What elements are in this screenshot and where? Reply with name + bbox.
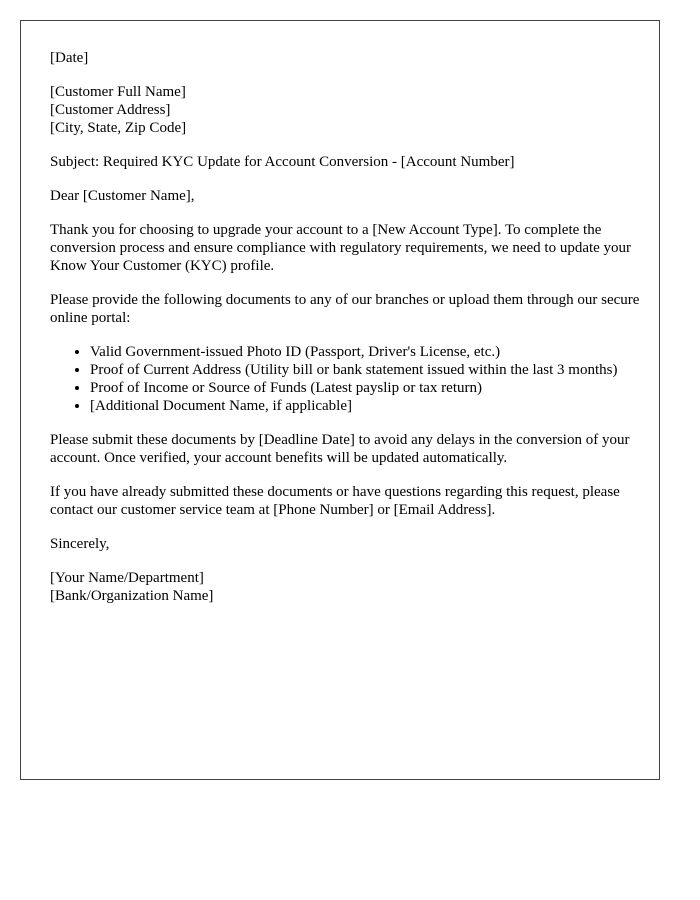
required-documents-list [50,343,640,415]
deadline-paragraph: Please submit these documents by [Deadline Date] to avoid any delays in the conversion of your account. Once verified, your account benefits will be updated automatically. [50,432,630,466]
letter-body [50,49,640,621]
signature-block [50,569,640,605]
list-item: • Proof of Income or Source of Funds (Latest payslip or tax return) [90,379,640,397]
letter-intro-paragraph: Thank you for choosing to upgrade your account to a [New Account Type]. To complete the conversion process and ensure compliance with regulatory requirements, we need to update your Know Your Customer (KYC) profile. [50,222,632,274]
recipient-address: [Customer Address] [50,102,171,118]
list-item: • Proof of Current Address (Utility bill or bank statement issued within the last 3 months) [90,361,640,379]
letter-closing: Sincerely, [50,536,110,552]
letter-date: [Date] [50,50,89,66]
documents-intro-paragraph: Please provide the following documents to any of our branches or upload them through our secure online portal: [50,292,640,326]
recipient-name: [Customer Full Name] [50,84,186,100]
list-item: • [Additional Document Name, if applicable] [90,397,640,415]
signature-organization: [Bank/Organization Name] [50,588,214,604]
recipient-city-state-zip: [City, State, Zip Code] [50,120,187,136]
recipient-block [50,83,640,137]
list-item: • Valid Government-issued Photo ID (Passport, Driver's License, etc.) [90,343,640,361]
letter-salutation: Dear [Customer Name], [50,188,195,204]
letter-subject: Subject: Required KYC Update for Account Conversion - [Account Number] [50,154,515,170]
signature-name-department: [Your Name/Department] [50,570,204,586]
letter-frame [20,20,660,780]
contact-paragraph: If you have already submitted these documents or have questions regarding this request, please contact our customer service team at [Phone Number] or [Email Address]. [50,484,620,518]
